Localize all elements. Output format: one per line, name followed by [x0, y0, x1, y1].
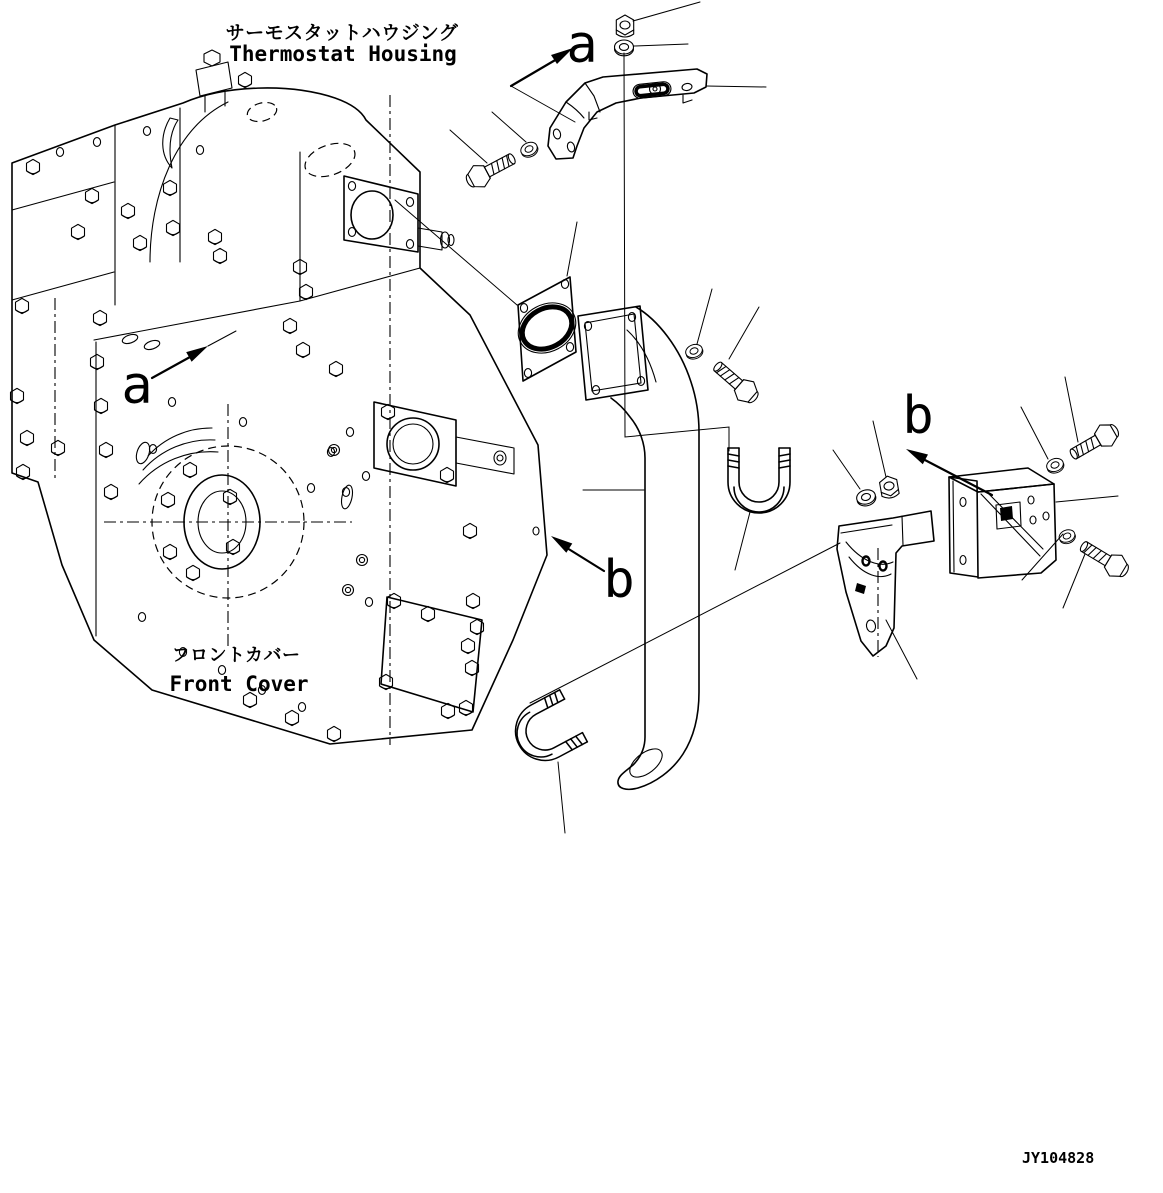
washer-upper-bolt	[519, 140, 541, 160]
water-tube	[578, 306, 699, 789]
thermostat-housing	[163, 50, 454, 252]
front-cover-label-en: Front Cover	[169, 672, 309, 696]
support-bracket	[837, 511, 934, 657]
view-a-pointer-left	[121, 331, 236, 416]
hex-bolt-mount-lower	[1076, 535, 1133, 583]
view-b-label-right: b	[902, 386, 934, 446]
view-a-pointer-top	[511, 15, 598, 86]
drawing-number: JY104828	[1022, 1149, 1095, 1167]
washer-tube-flange	[684, 342, 705, 361]
view-a-label-left: a	[121, 356, 153, 416]
hex-bolt-mount-upper	[1065, 419, 1123, 466]
u-bolt-upper	[728, 448, 790, 513]
engine-front-cover-assembly	[11, 50, 548, 745]
view-a-label-top: a	[566, 15, 598, 75]
front-cover-label-jp: フロントカバー	[171, 645, 301, 666]
flange-gasket	[509, 277, 584, 381]
mounting-bracket	[949, 468, 1056, 578]
leader-lines	[395, 2, 1118, 833]
view-b-label-left: b	[603, 550, 635, 610]
view-b-pointer-right	[902, 386, 992, 495]
thermostat-housing-label-en: Thermostat Housing	[229, 42, 457, 66]
hex-nut-mount	[879, 475, 900, 500]
washer-mount	[855, 488, 877, 508]
thermostat-housing-label-jp: サーモスタットハウジング	[225, 22, 459, 44]
u-bolt-lower	[505, 690, 587, 771]
upper-bracket	[548, 69, 707, 159]
hex-nut-upper	[616, 15, 633, 37]
hex-bolt-upper	[462, 147, 520, 193]
hex-bolt-tube-flange	[708, 356, 763, 409]
view-b-pointer-left	[533, 527, 635, 610]
